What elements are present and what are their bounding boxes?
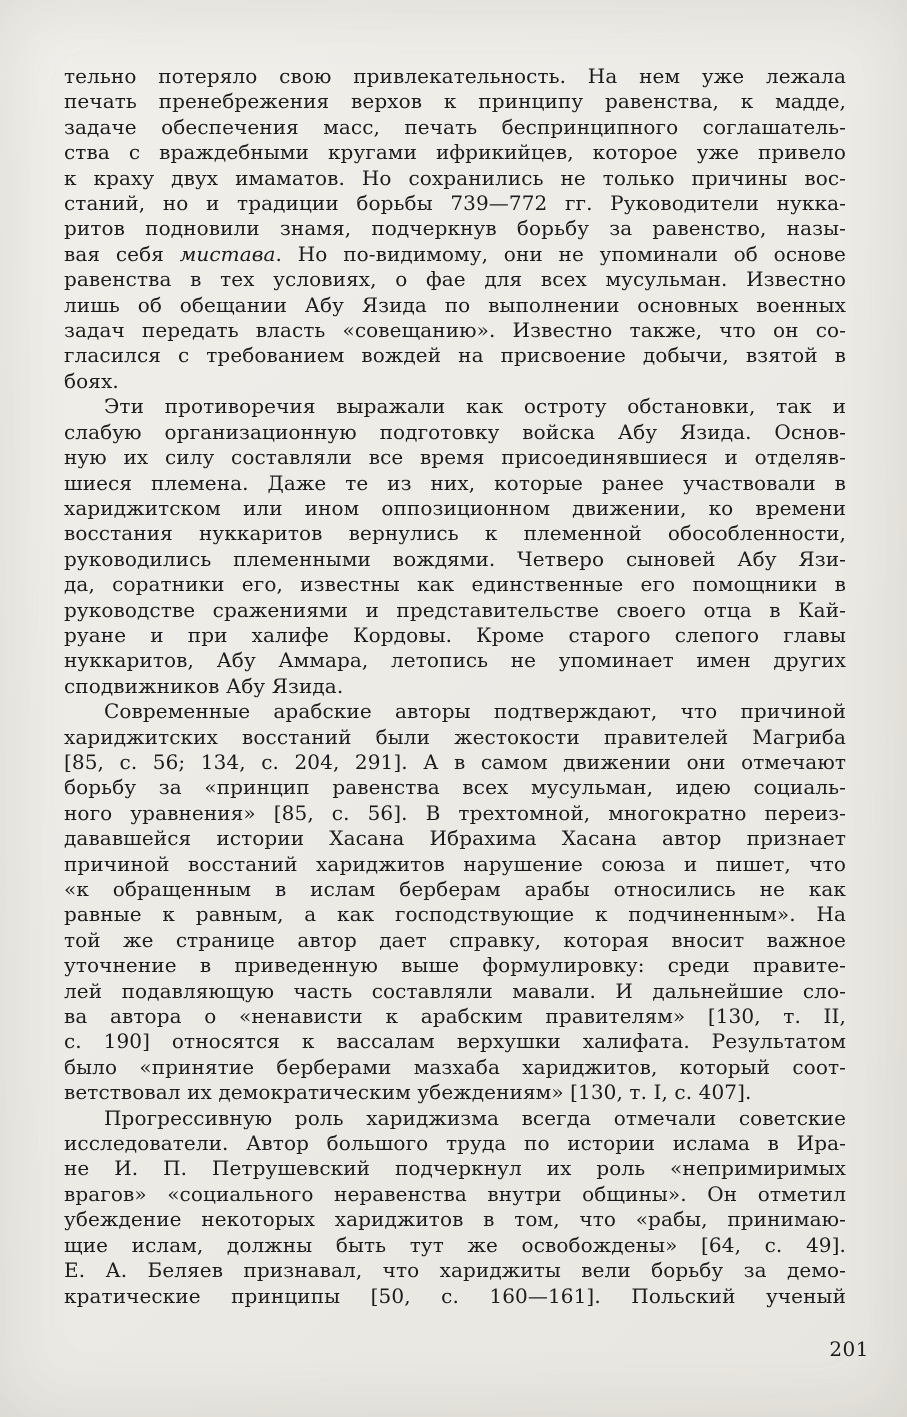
text-line bbox=[64, 1029, 846, 1054]
text-segment: тельно потеряло свою привлекательность. На нем уже лежала bbox=[64, 64, 846, 88]
text-line bbox=[64, 725, 846, 750]
text-segment: дававшейся истории Хасана Ибрахима Хасана автор признает bbox=[64, 826, 846, 851]
text-segment: той же странице автор дает справку, которая вносит важное bbox=[64, 927, 846, 952]
text-segment: вая себя bbox=[64, 241, 180, 266]
text-segment: равные к равным, а как господствующие к подчиненным». На bbox=[64, 902, 846, 927]
text-line bbox=[64, 242, 846, 267]
italic-term: мистава bbox=[179, 241, 276, 266]
text-segment: сподвижников Абу Язида. bbox=[64, 673, 344, 698]
text-line bbox=[64, 1156, 846, 1181]
text-segment: хариджитских восстаний были жестокости правителей Магриба bbox=[64, 724, 846, 749]
text-line bbox=[64, 140, 846, 165]
text-segment: хариджитском или ином оппозиционном движении, ко времени bbox=[64, 495, 846, 520]
text-segment: лишь об обещании Абу Язида по выполнении основных военных bbox=[64, 292, 846, 317]
text-line bbox=[64, 547, 846, 572]
text-segment: да, соратники его, известны как единственные его помощники в bbox=[64, 572, 846, 597]
text-line bbox=[64, 1207, 846, 1232]
paragraph bbox=[64, 64, 846, 394]
text-line bbox=[64, 826, 846, 851]
text-line bbox=[64, 64, 846, 89]
text-segment: печать пренебрежения верхов к принципу равенства, к мадде, bbox=[64, 89, 846, 114]
document-body bbox=[64, 64, 846, 1309]
text-segment: «к обращенным в ислам берберам арабы относились не как bbox=[64, 877, 846, 901]
paragraph bbox=[64, 1106, 846, 1309]
text-segment: Прогрессивную роль хариджизма всегда отмечали советские bbox=[104, 1105, 846, 1130]
text-segment: слабую организационную подготовку войска Абу Язида. Основ- bbox=[64, 419, 846, 444]
text-line bbox=[64, 775, 846, 800]
text-line bbox=[64, 699, 846, 724]
text-line bbox=[64, 1182, 846, 1207]
text-segment: Современные арабские авторы подтверждают, что причиной bbox=[104, 699, 846, 724]
text-line bbox=[64, 394, 846, 419]
text-line bbox=[64, 445, 846, 470]
text-segment: ритов подновили знамя, подчеркнув борьбу за равенство, назы- bbox=[64, 216, 846, 241]
text-segment: боях. bbox=[64, 368, 119, 393]
text-segment: к краху двух имаматов. Но сохранились не только причины вос- bbox=[64, 165, 846, 190]
text-segment: восстания нуккаритов вернулись к племенной обособленности, bbox=[64, 521, 846, 546]
text-line bbox=[64, 902, 846, 927]
text-segment: убеждение некоторых хариджитов в том, что «рабы, принимаю- bbox=[64, 1207, 846, 1232]
text-segment: кратические принципы [50, с. 160—161]. Польский ученый bbox=[64, 1283, 846, 1308]
text-segment: руководстве сражениями и представительстве своего отца в Кай- bbox=[64, 597, 846, 622]
text-segment: руководились племенными вождями. Четверо сыновей Абу Язи- bbox=[64, 546, 846, 571]
text-line bbox=[64, 1080, 846, 1105]
text-line bbox=[64, 318, 846, 343]
text-line bbox=[64, 1004, 846, 1029]
text-line bbox=[64, 1258, 846, 1283]
text-line bbox=[64, 877, 846, 902]
text-line bbox=[64, 267, 846, 292]
text-line bbox=[64, 216, 846, 241]
text-line bbox=[64, 369, 846, 394]
text-segment: ного уравнения» [85, с. 56]. В трехтомной, многократно переиз- bbox=[64, 800, 846, 825]
text-segment: ветствовал их демократическим убеждениям» [130, т. I, с. 407]. bbox=[64, 1080, 752, 1105]
text-segment: причиной восстаний хариджитов нарушение союза и пишет, что bbox=[64, 851, 846, 876]
text-segment: . Но по-видимому, они не упоминали об основе bbox=[275, 241, 846, 266]
text-line bbox=[64, 89, 846, 114]
text-line bbox=[64, 471, 846, 496]
text-line bbox=[64, 1055, 846, 1080]
text-line bbox=[64, 1106, 846, 1131]
text-line bbox=[64, 1131, 846, 1156]
text-segment: шиеся племена. Даже те из них, которые ранее участвовали в bbox=[64, 470, 846, 495]
text-line bbox=[64, 674, 846, 699]
text-segment: нуккаритов, Абу Аммара, летопись не упоминает имен других bbox=[64, 648, 846, 673]
text-line bbox=[64, 420, 846, 445]
text-line bbox=[64, 979, 846, 1004]
text-segment: лей подавляющую часть составляли мавали. И дальнейшие сло- bbox=[64, 978, 846, 1003]
text-line bbox=[64, 572, 846, 597]
text-line bbox=[64, 1233, 846, 1258]
text-segment: руане и при халифе Кордовы. Кроме старого слепого главы bbox=[64, 622, 846, 647]
text-segment: [85, с. 56; 134, с. 204, 291]. А в самом движении они отмечают bbox=[64, 749, 846, 774]
text-segment: борьбу за «принцип равенства всех мусульман, идею социаль- bbox=[64, 775, 846, 800]
page-number: 201 bbox=[829, 1337, 869, 1361]
text-line bbox=[64, 293, 846, 318]
text-segment: гласился с требованием вождей на присвоение добычи, взятой в bbox=[64, 343, 846, 368]
text-segment: с. 190] относятся к вассалам верхушки халифата. Результатом bbox=[64, 1029, 846, 1054]
text-line bbox=[64, 648, 846, 673]
text-line bbox=[64, 1284, 846, 1309]
text-line bbox=[64, 496, 846, 521]
text-line bbox=[64, 598, 846, 623]
text-line bbox=[64, 191, 846, 216]
text-line bbox=[64, 343, 846, 368]
text-line bbox=[64, 115, 846, 140]
text-line bbox=[64, 521, 846, 546]
text-segment: врагов» «социального неравенства внутри общины». Он отметил bbox=[64, 1181, 846, 1206]
text-segment: Эти противоречия выражали как остроту обстановки, так и bbox=[104, 394, 846, 419]
text-segment: равенства в тех условиях, о фае для всех мусульман. Известно bbox=[64, 267, 846, 292]
text-line bbox=[64, 852, 846, 877]
text-line bbox=[64, 928, 846, 953]
paragraph bbox=[64, 394, 846, 699]
text-segment: щие ислам, должны быть тут же освобождены» [64, с. 49]. bbox=[64, 1232, 846, 1257]
text-segment: уточнение в приведенную выше формулировку: среди правите- bbox=[64, 953, 846, 978]
paragraph bbox=[64, 699, 846, 1106]
text-segment: Е. А. Беляев признавал, что хариджиты вели борьбу за демо- bbox=[64, 1258, 846, 1283]
text-segment: задач передать власть «совещанию». Известно также, что он со- bbox=[64, 318, 846, 343]
text-segment: ва автора о «ненависти к арабским правителям» [130, т. II, bbox=[64, 1004, 846, 1029]
text-segment: ства с враждебными кругами ифрикийцев, которое уже привело bbox=[64, 140, 846, 165]
text-segment: исследователи. Автор большого труда по истории ислама в Ира- bbox=[64, 1131, 846, 1156]
text-segment: было «принятие берберами мазхаба хариджитов, который соот- bbox=[64, 1054, 846, 1079]
text-line bbox=[64, 953, 846, 978]
text-line bbox=[64, 166, 846, 191]
text-line bbox=[64, 623, 846, 648]
text-segment: задаче обеспечения масс, печать беспринципного соглашатель- bbox=[64, 114, 846, 139]
text-segment: ную их силу составляли все время присоединявшиеся и отделяв- bbox=[64, 445, 846, 470]
text-segment: не И. П. Петрушевский подчеркнул их роль «непримиримых bbox=[64, 1156, 846, 1181]
text-segment: станий, но и традиции борьбы 739—772 гг. Руководители нукка- bbox=[64, 191, 846, 216]
text-line bbox=[64, 750, 846, 775]
text-line bbox=[64, 801, 846, 826]
